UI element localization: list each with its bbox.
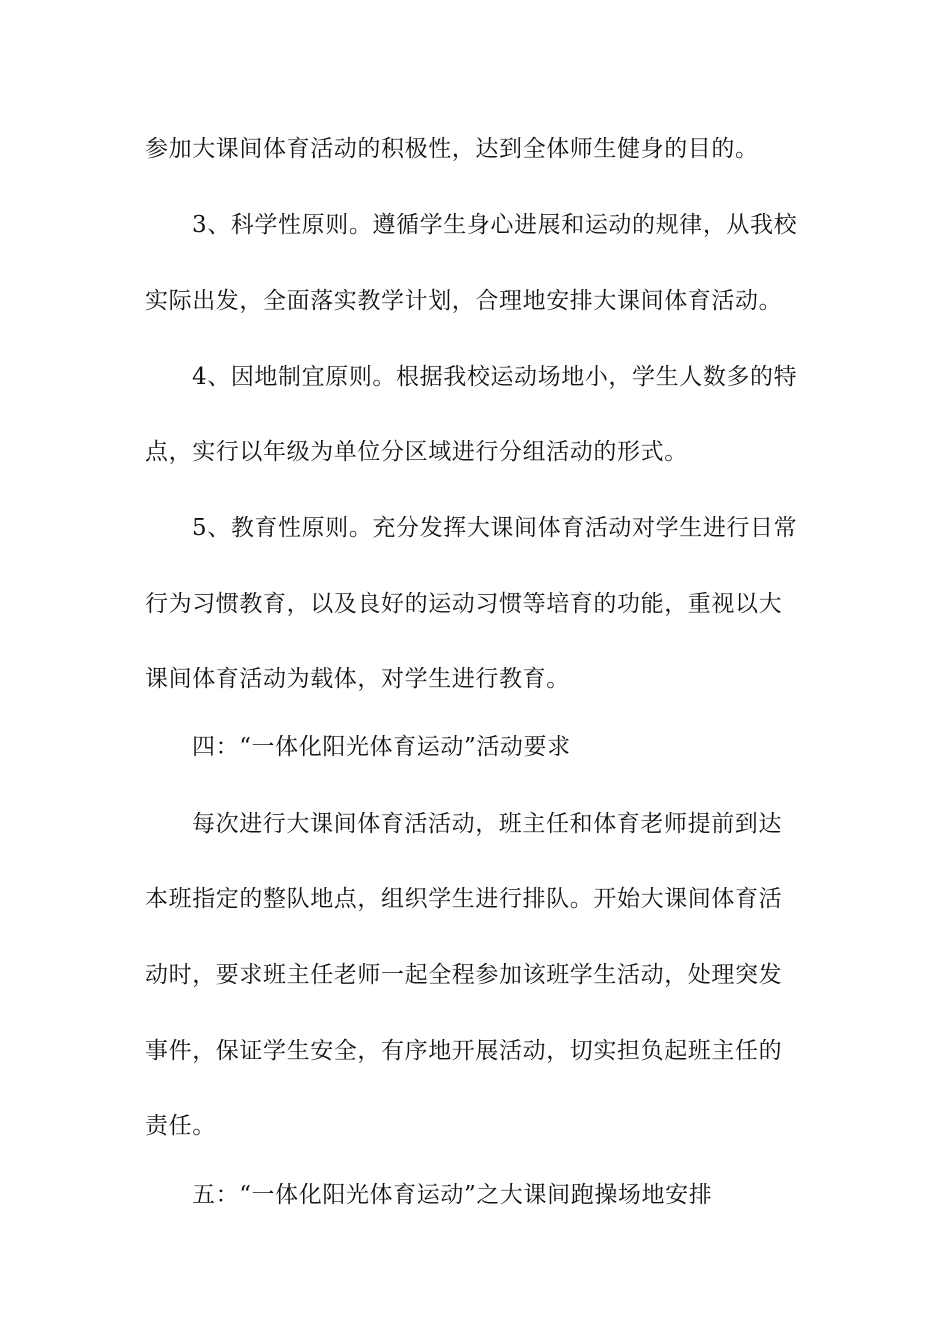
section-heading: 四：“一体化阳光体育运动”活动要求 xyxy=(192,734,571,760)
text-line: 每次进行大课间体育活活动，班主任和体育老师提前到达 xyxy=(192,811,782,837)
text-line: 点，实行以年级为单位分区域进行分组活动的形式。 xyxy=(145,439,688,465)
text-line: 行为习惯教育，以及良好的运动习惯等培育的功能，重视以大 xyxy=(145,591,783,617)
text-line: 5、教育性原则。充分发挥大课间体育活动对学生进行日常 xyxy=(192,515,798,541)
text-line: 动时，要求班主任老师一起全程参加该班学生活动，处理突发 xyxy=(145,962,783,988)
text-line: 责任。 xyxy=(145,1113,216,1139)
text-line: 4、因地制宜原则。根据我校运动场地小，学生人数多的特 xyxy=(192,364,798,390)
text-line: 本班指定的整队地点，组织学生进行排队。开始大课间体育活 xyxy=(145,886,783,912)
text-line: 实际出发，全面落实教学计划，合理地安排大课间体育活动。 xyxy=(145,288,783,314)
text-line: 3、科学性原则。遵循学生身心进展和运动的规律，从我校 xyxy=(192,212,798,238)
text-line: 参加大课间体育活动的积极性，达到全体师生健身的目的。 xyxy=(145,136,759,162)
section-heading: 五：“一体化阳光体育运动”之大课间跑操场地安排 xyxy=(192,1182,713,1208)
text-line: 事件，保证学生安全，有序地开展活动，切实担负起班主任的 xyxy=(145,1038,783,1064)
text-line: 课间体育活动为载体，对学生进行教育。 xyxy=(145,666,570,692)
